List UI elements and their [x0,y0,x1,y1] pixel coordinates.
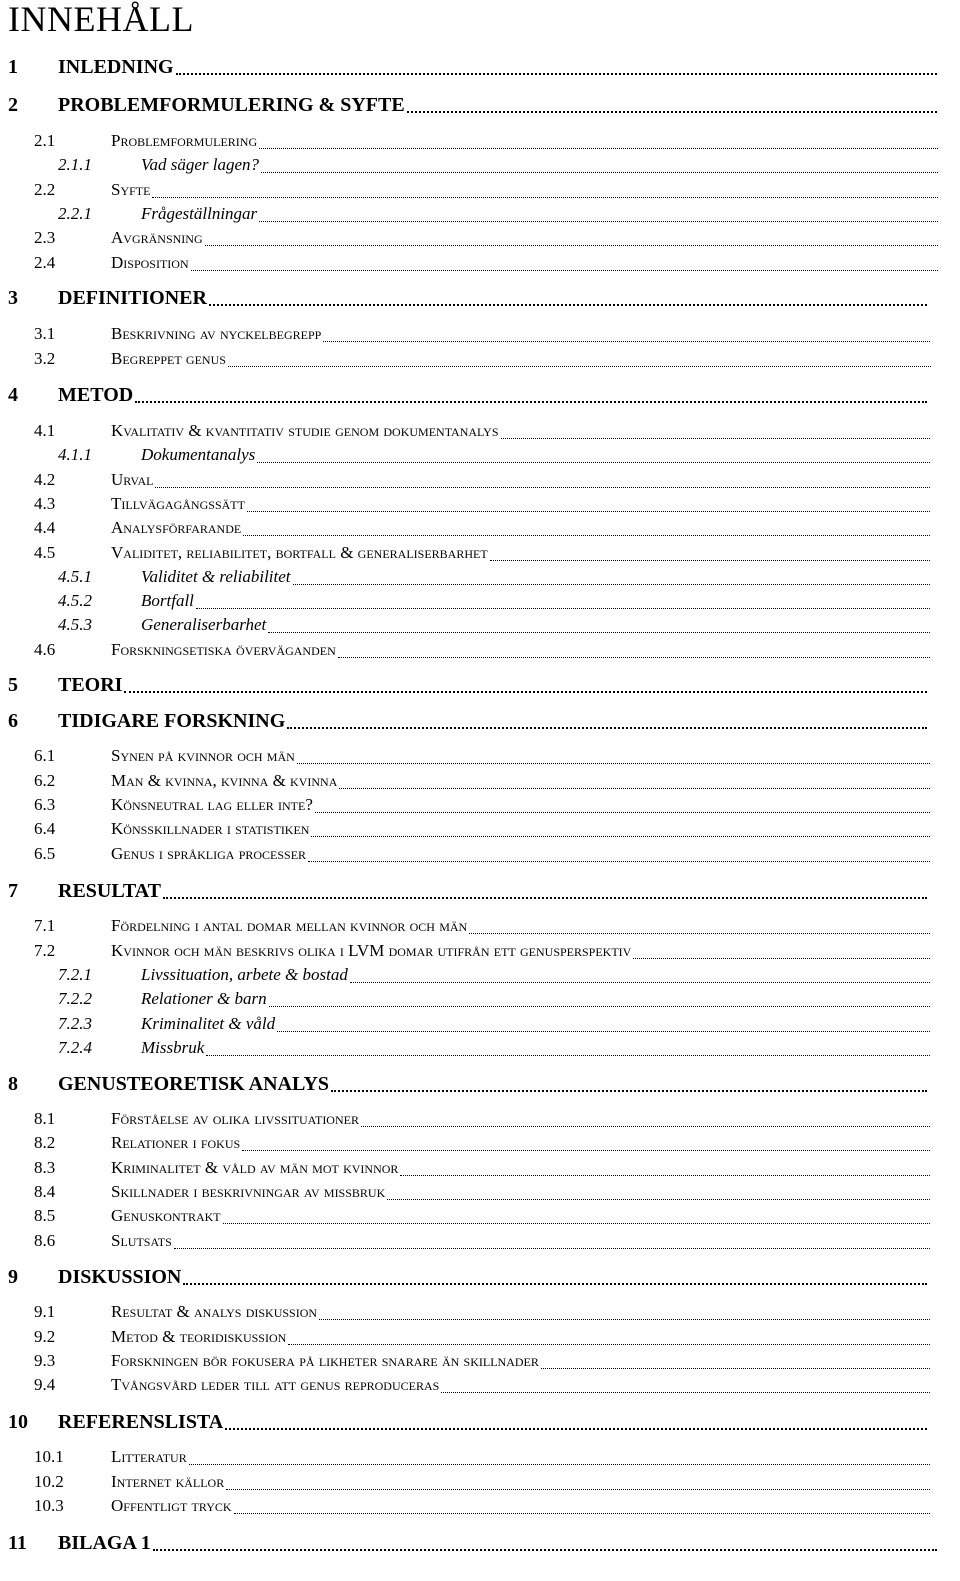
dot-leader [297,761,930,764]
dot-leader [441,1390,930,1393]
toc-entry-number: 2.3 [34,228,56,247]
toc-entry-title: Forskningsetiska överväganden [111,640,336,659]
toc-entry-number: 5 [8,674,18,696]
toc-entry-title: Generaliserbarhet [141,615,267,634]
dot-leader [541,1366,930,1369]
dot-leader [269,1004,930,1007]
dot-leader [259,146,938,149]
dot-leader [225,1426,927,1430]
toc-entry-title: TIDIGARE FORSKNING [58,710,286,732]
toc-entry-title: Genus i språkliga processer [111,844,307,863]
dot-leader [153,1547,937,1551]
toc-entry-number: 4.1 [34,421,56,440]
toc-entry-title: Könsneutral lag eller inte? [111,795,313,814]
toc-entry-title: DEFINITIONER [58,287,207,309]
toc-entry-number: 4.5.2 [58,591,92,610]
toc-entry-title: Relationer & barn [141,989,267,1008]
toc-entry-number: 11 [8,1532,27,1554]
toc-entry-title: Disposition [111,253,189,272]
dot-leader [189,1462,930,1465]
dot-leader [268,630,930,633]
toc-entry-number: 1 [8,56,18,78]
toc-entry-title: Förståelse av olika livssituationer [111,1109,359,1128]
dot-leader [209,302,927,306]
toc-entry-title: Vad säger lagen? [141,155,260,174]
toc-entry-title: TEORI [58,674,123,696]
toc-entry-number: 4.5.1 [58,567,92,586]
toc-entry-title: GENUSTEORETISK ANALYS [58,1073,330,1095]
toc-entry-title: Problemformulering [111,131,258,150]
toc-entry-number: 9 [8,1266,18,1288]
toc-entry-title: Kvinnor och män beskrivs olika i LVM domar utifrån ett genusperspektiv [111,941,632,960]
toc-entry-number: 4.3 [34,494,56,513]
toc-entry-number: 2.1 [34,131,56,150]
toc-entry-title: METOD [58,384,134,406]
dot-leader [331,1088,927,1092]
toc-entry-number: 7 [8,880,18,902]
dot-leader [155,485,930,488]
toc-entry-number: 7.2.1 [58,965,92,984]
dot-leader [247,509,930,512]
dot-leader [259,219,938,222]
dot-leader [387,1197,930,1200]
dot-leader [338,655,930,658]
toc-entry-number: 6.3 [34,795,56,814]
toc-entry-title: Validitet, reliabilitet, bortfall & generaliserbarhet [111,543,488,562]
toc-entry-number: 6 [8,710,18,732]
toc-entry-number: 8.2 [34,1133,56,1152]
toc-entry-title: Validitet & reliabilitet [141,567,291,586]
dot-leader [261,170,938,173]
dot-leader [339,786,930,789]
toc-entry-number: 9.2 [34,1327,56,1346]
toc-entry-number: 4.5 [34,543,56,562]
toc-entry-title: Könsskillnader i statistiken [111,819,310,838]
toc-entry-title: BILAGA 1 [58,1532,151,1554]
toc-entry-number: 8.3 [34,1158,56,1177]
toc-entry-title: Urval [111,470,154,489]
toc-entry-number: 4.4 [34,518,56,537]
dot-leader [257,460,930,463]
toc-entry-title: Beskrivning av nyckelbegrepp [111,324,322,343]
toc-entry-title: Relationer i fokus [111,1133,241,1152]
toc-heading: INNEHÅLL [8,0,194,39]
dot-leader [163,895,927,899]
toc-entry-title: DISKUSSION [58,1266,182,1288]
toc-entry-number: 9.3 [34,1351,56,1370]
toc-entry-number: 4 [8,384,18,406]
toc-entry-title: Bortfall [141,591,194,610]
dot-leader [308,859,930,862]
toc-entry-number: 10.1 [34,1447,64,1466]
toc-entry-title: Man & kvinna, kvinna & kvinna [111,771,338,790]
dot-leader [319,1317,930,1320]
toc-entry-title: Litteratur [111,1447,187,1466]
dot-leader [226,1487,930,1490]
dot-leader [205,243,938,246]
toc-entry-title: Resultat & analys diskussion [111,1302,318,1321]
toc-entry-number: 7.2 [34,941,56,960]
toc-entry-number: 9.1 [34,1302,56,1321]
dot-leader [174,1246,930,1249]
dot-leader [287,725,927,729]
toc-entry-number: 4.6 [34,640,56,659]
toc-entry-number: 2.2.1 [58,204,92,223]
toc-entry-title: Tvångsvård leder till att genus reproduceras [111,1375,440,1394]
toc-entry-number: 10 [8,1411,28,1433]
dot-leader [124,689,927,693]
toc-entry-title: INLEDNING [58,56,174,78]
dot-leader [501,436,930,439]
dot-leader [323,339,930,342]
dot-leader [243,533,930,536]
toc-entry-title: REFERENSLISTA [58,1411,224,1433]
toc-entry-number: 4.5.3 [58,615,92,634]
toc-entry-number: 9.4 [34,1375,56,1394]
toc-entry-number: 8.6 [34,1231,56,1250]
toc-entry-title: Forskningen bör fokusera på likheter snarare än skillnader [111,1351,539,1370]
dot-leader [400,1173,930,1176]
dot-leader [223,1221,930,1224]
toc-entry-number: 7.2.3 [58,1014,92,1033]
toc-entry-number: 6.1 [34,746,56,765]
dot-leader [315,810,930,813]
toc-entry-title: Frågeställningar [141,204,258,223]
dot-leader [490,558,930,561]
toc-entry-number: 4.2 [34,470,56,489]
toc-entry-title: Skillnader i beskrivningar av missbruk [111,1182,386,1201]
toc-entry-title: Analysförfarande [111,518,242,537]
dot-leader [277,1029,930,1032]
toc-entry-number: 10.2 [34,1472,64,1491]
toc-entry-title: Synen på kvinnor och män [111,746,295,765]
dot-leader [234,1511,930,1514]
toc-entry-number: 7.1 [34,916,56,935]
toc-entry-title: Avgränsning [111,228,203,247]
toc-entry-title: Missbruk [141,1038,205,1057]
dot-leader [191,268,938,271]
dot-leader [361,1124,930,1127]
toc-entry-number: 3.1 [34,324,56,343]
toc-entry-title: Tillvägagångssätt [111,494,245,513]
toc-entry-title: RESULTAT [58,880,162,902]
dot-leader [311,834,930,837]
dot-leader [407,109,937,113]
toc-entry-number: 6.2 [34,771,56,790]
toc-entry-title: Kvalitativ & kvantitativ studie genom dokumentanalys [111,421,499,440]
dot-leader [206,1053,930,1056]
toc-entry-number: 6.4 [34,819,56,838]
dot-leader [183,1281,927,1285]
toc-entry-number: 7.2.4 [58,1038,92,1057]
toc-entry-number: 7.2.2 [58,989,92,1008]
dot-leader [350,980,930,983]
toc-entry-number: 2.2 [34,180,56,199]
toc-entry-title: Fördelning i antal domar mellan kvinnor och män [111,916,468,935]
toc-entry-number: 8.1 [34,1109,56,1128]
dot-leader [293,582,930,585]
toc-entry-title: Begreppet genus [111,349,226,368]
toc-entry-number: 2.4 [34,253,56,272]
toc-entry-title: Syfte [111,180,151,199]
dot-leader [196,606,930,609]
toc-entry-number: 3.2 [34,349,56,368]
dot-leader [228,364,931,367]
toc-entry-number: 10.3 [34,1496,64,1515]
dot-leader [469,931,930,934]
toc-entry-title: Slutsats [111,1231,172,1250]
toc-entry-title: Internet källor [111,1472,225,1491]
dot-leader [176,71,937,75]
toc-entry-number: 2.1.1 [58,155,92,174]
toc-entry-title: Kriminalitet & våld [141,1014,276,1033]
toc-entry-number: 8.4 [34,1182,56,1201]
toc-entry-number: 8.5 [34,1206,56,1225]
toc-entry-title: PROBLEMFORMULERING & SYFTE [58,94,405,116]
toc-entry-number: 8 [8,1073,18,1095]
toc-entry-number: 4.1.1 [58,445,92,464]
toc-entry-title: Livssituation, arbete & bostad [141,965,348,984]
toc-entry-title: Offentligt tryck [111,1496,232,1515]
toc-entry-title: Dokumentanalys [141,445,256,464]
dot-leader [135,399,927,403]
dot-leader [242,1148,930,1151]
dot-leader [633,956,930,959]
dot-leader [288,1342,930,1345]
toc-entry-number: 3 [8,287,18,309]
toc-entry-number: 2 [8,94,18,116]
toc-entry-title: Kriminalitet & våld av män mot kvinnor [111,1158,399,1177]
toc-entry-number: 6.5 [34,844,56,863]
toc-entry-title: Metod & teoridiskussion [111,1327,287,1346]
toc-entry-title: Genuskontrakt [111,1206,221,1225]
dot-leader [152,195,938,198]
